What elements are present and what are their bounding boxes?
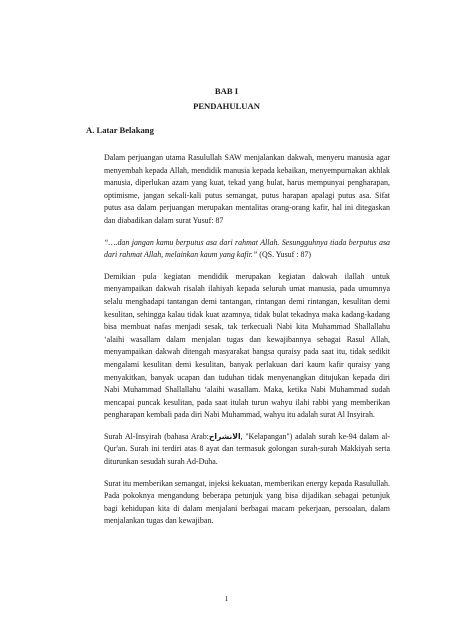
- arabic-word: الانشراح: [208, 431, 241, 441]
- paragraph-3: Demikian pula kegiatan mendidik merupakan kegiatan dakwah ilallah untuk menyampaikan dakwah risalah ilahiyah kepada seluruh umat manusia, pada umumnya selalu menghadapi tantangan demi tantangan, rintangan demi rintangan, kesulitan demi kesulitan, sehingga kalau tidak kuat azamnya, tidak bulat tekadnya maka kadang-kadang bisa membuat nafas menjadi sesak, tak terkecuali Nabi kita Muhammad Shallallahu ‘alaihi wasallam dalam menjalan tugas dan kewajibannya sebagai Rasul Allah, menyampaikan dakwah ditengah masyarakat bangsa quraisy pada saat itu, tidak sedikit mengalami kesulitan demi kesulitan, banyak perlakuan dari kaum kafir quraisy yang menyakitkan, banyak ucapan dan tuduhan tidak menyenangkan ditujukan kepada diri Nabi Muhammad Shallallahu ‘alaihi wasallam. Maka, ketika Nabi Muhammad sudah mencapai puncak kesulitan, pada saat itulah turun wahyu ilahi rabbi yang memberikan pengharapan kembali pada diri Nabi Muhammad, wahyu itu adalah surat Al Insyirah.: [104, 271, 390, 420]
- paragraph-4: [104, 431, 390, 469]
- chapter-header: [0, 84, 453, 114]
- paragraph-1: Dalam perjuangan utama Rasulullah SAW menjalankan dakwah, menyeru manusia agar menyembah kepada Allah, mendidik manusia kepada kebaikan, menyempurnakan akhlak manusia, diperlukan azam yang kuat, tekad yang bulat, harus mempunyai pengharapan, optimisme, jangan sekali-kali putus semangat, putus harapan apalagi putus asa. Sifat putus asa dalam perjuangan merupakan mentalitas orang-orang kafir, hal ini ditegaskan dan diabadikan dalam surat Yusuf: 87: [104, 153, 390, 225]
- section-heading: A. Latar Belakang: [86, 125, 154, 135]
- paragraph-4-part-2: , "Kelapangan") adalah surah ke-94 dalam al-Qur'an. Surah ini terdiri atas 8 ayat dan termasuk golongan surah-surah Makkiyah serta diturunkan sesudah surah Ad-Duha.: [104, 431, 391, 467]
- quote-text: “….dan jangan kamu berputus asa dari rahmat Allah. Sesungguhnya tiada berputus asa dari rahmat Allah, melainkan kaum yang kafir.”: [104, 237, 390, 260]
- chapter-title: PENDAHULUAN: [193, 101, 260, 111]
- quote-paragraph: [104, 237, 390, 262]
- quote-reference: (QS. Yusuf : 87): [257, 250, 312, 260]
- paragraph-4-part-1: Surah Al-Insyirah (bahasa Arab:: [104, 431, 209, 441]
- body-text: [104, 152, 390, 537]
- page-number: 1: [224, 594, 229, 603]
- chapter-number: BAB I: [214, 86, 239, 96]
- paragraph-5: Surat itu memberikan semangat, injeksi kekuatan, memberikan energy kepada Rasulullah. Pada pokoknya mengandung beberapa petunjuk yang bisa dijadikan sebagai petunjuk bagi kehidupan kita di dalam menjalani berbagai macam pekerjaan, persoalan, dalam menjalankan tugas dan kewajiban.: [104, 478, 390, 526]
